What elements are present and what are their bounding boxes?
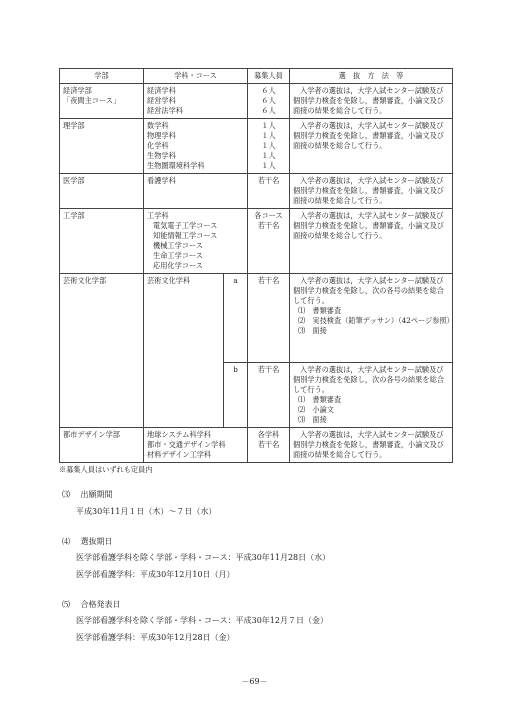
method-cell	[290, 274, 453, 363]
method-text: 入学者の選抜は，大学入試センター試験及び個別学力検査を免除し，書類審査，小論文及び面接の結果を総合して行う。	[293, 176, 444, 205]
section-number: ⑶	[62, 490, 70, 499]
quota-cell	[248, 209, 290, 274]
page-number: －69－	[241, 677, 268, 686]
method-text: 入学者の選抜は，大学入試センター試験及び個別学力検査を免除し，次の各号の結果を総合して行う。	[293, 365, 444, 394]
section-number: ⑸	[62, 600, 70, 609]
quota-value: ６人	[261, 106, 276, 115]
section-3-heading	[62, 489, 113, 500]
quota-cell	[248, 174, 290, 209]
method-cell	[290, 428, 453, 463]
table-row	[60, 274, 453, 363]
method-text: 入学者の選抜は，大学入試センター試験及び個別学力検査を免除し，次の各号の結果を総合して行う。	[293, 276, 444, 305]
faculty-name: 医学部	[63, 176, 85, 185]
faculty-cell	[60, 428, 144, 463]
dept-cell	[144, 274, 224, 428]
quota-cell	[248, 428, 290, 463]
header-quota: 募集人員	[248, 69, 290, 84]
dept-cell	[144, 428, 248, 463]
dept-name: 経営法学科	[147, 106, 183, 115]
course-name: 知能情報工学コース	[153, 231, 218, 240]
dept-name: 経済学科	[147, 86, 176, 95]
section-number: ⑷	[62, 537, 70, 546]
section-title: 出願期間	[80, 490, 113, 499]
table-header-row	[60, 69, 453, 84]
section-title: 選抜期日	[80, 537, 113, 546]
quota-value: 各コース	[254, 211, 283, 220]
dept-cell	[144, 84, 248, 119]
quota-value: ６人	[261, 86, 276, 95]
method-text: 入学者の選抜は，大学入試センター試験及び個別学力検査を免除し，書類審査，小論文及び面接の結果を総合して行う。	[293, 121, 444, 150]
dept-cell	[144, 209, 248, 274]
section-4-line: 医学部看護学科を除く学部・学科・コース：平成30年11月28日（水）	[76, 553, 331, 562]
method-text: 入学者の選抜は，大学入試センター試験及び個別学力検査を免除し，書類審査，小論文及び面接の結果を総合して行う。	[293, 86, 444, 115]
faculty-name: 経済学部	[63, 86, 92, 95]
section-title: 合格発表日	[80, 600, 121, 609]
dept-cell	[144, 119, 248, 174]
dept-name: 都市・交通デザイン学科	[147, 440, 226, 449]
method-text: 入学者の選抜は，大学入試センター試験及び個別学力検査を免除し，書類審査，小論文及び面接の結果を総合して行う。	[293, 430, 444, 459]
quota-value: １人	[261, 161, 276, 170]
dept-name: 経営学科	[147, 96, 176, 105]
quota-value: １人	[261, 141, 276, 150]
quota-value: １人	[261, 121, 276, 130]
section-5-line: 医学部看護学科を除く学部・学科・コース：平成30年12月７日（金）	[76, 616, 328, 625]
quota-value: ６人	[261, 96, 276, 105]
section-3-line: 平成30年11月１日（木）～７日（水）	[76, 507, 217, 516]
quota-note: ※募集人員はいずれも定員内	[59, 465, 153, 474]
method-cell	[290, 84, 453, 119]
faculty-cell	[60, 209, 144, 274]
method-cell	[290, 209, 453, 274]
table-row	[60, 84, 453, 119]
method-text: 入学者の選抜は，大学入試センター試験及び個別学力検査を免除し，書類審査，小論文及び面接の結果を総合して行う。	[293, 211, 444, 240]
faculty-course: 「夜間主コース」	[63, 96, 121, 105]
dept-name: 看護学科	[147, 176, 176, 185]
dept-name: 生物学科	[147, 151, 176, 160]
method-item: ⑵ 小論文	[298, 405, 334, 414]
method-item: ⑵ 実技検査（鉛筆デッサン）（42ページ参照）	[298, 316, 454, 325]
section-4-line: 医学部看護学科：平成30年12月10日（月）	[76, 570, 235, 579]
faculty-cell	[60, 174, 144, 209]
header-faculty: 学部	[60, 69, 144, 84]
table-row	[60, 428, 453, 463]
faculty-cell	[60, 119, 144, 174]
quota-cell	[248, 274, 290, 363]
dept-name: 化学科	[147, 141, 169, 150]
sub-label-b: b	[224, 363, 248, 428]
faculty-name: 工学部	[63, 211, 85, 220]
quota-cell	[248, 119, 290, 174]
quota-value: 若干名	[257, 221, 280, 230]
quota-cell	[248, 84, 290, 119]
dept-name: 材料デザイン工学科	[147, 450, 212, 459]
method-cell	[290, 363, 453, 428]
admission-table	[59, 68, 453, 463]
quota-value: 若干名	[257, 176, 280, 185]
course-name: 生命工学コース	[153, 251, 203, 260]
dept-cell	[144, 174, 248, 209]
section-5-line: 医学部看護学科：平成30年12月28日（金）	[76, 633, 235, 642]
faculty-name: 芸術文化学部	[63, 276, 107, 285]
method-item: ⑴ 書類審査	[298, 395, 342, 404]
table-row	[60, 209, 453, 274]
dept-name: 生物圏環境科学科	[147, 161, 205, 170]
faculty-cell	[60, 84, 144, 119]
quota-value: 若干名	[257, 276, 280, 285]
method-cell	[290, 119, 453, 174]
header-method: 選 抜 方 法 等	[290, 69, 453, 84]
quota-value: １人	[261, 131, 276, 140]
table-row	[60, 119, 453, 174]
faculty-name: 理学部	[63, 121, 85, 130]
quota-value: 若干名	[257, 440, 280, 449]
method-item: ⑶ 面接	[298, 326, 327, 335]
method-item: ⑶ 面接	[298, 415, 327, 424]
section-4-heading	[62, 536, 113, 547]
course-name: 電気電子工学コース	[153, 221, 218, 230]
quota-value: １人	[261, 151, 276, 160]
dept-name: 芸術文化学科	[147, 276, 191, 285]
dept-name: 物理学科	[147, 131, 176, 140]
sub-label-a: a	[224, 274, 248, 363]
quota-cell	[248, 363, 290, 428]
course-name: 機械工学コース	[153, 241, 203, 250]
dept-name: 工学科	[147, 211, 169, 220]
faculty-name: 都市デザイン学部	[63, 430, 120, 439]
quota-value: 各学科	[257, 430, 280, 439]
faculty-cell	[60, 274, 144, 428]
header-department: 学科・コース	[144, 69, 248, 84]
table-row	[60, 174, 453, 209]
course-name: 応用化学コース	[153, 261, 203, 270]
section-5-heading	[62, 599, 121, 610]
dept-name: 数学科	[147, 121, 169, 130]
method-cell	[290, 174, 453, 209]
quota-value: 若干名	[257, 365, 280, 374]
method-item: ⑴ 書類審査	[298, 306, 342, 315]
dept-name: 地球システム科学科	[147, 430, 211, 439]
